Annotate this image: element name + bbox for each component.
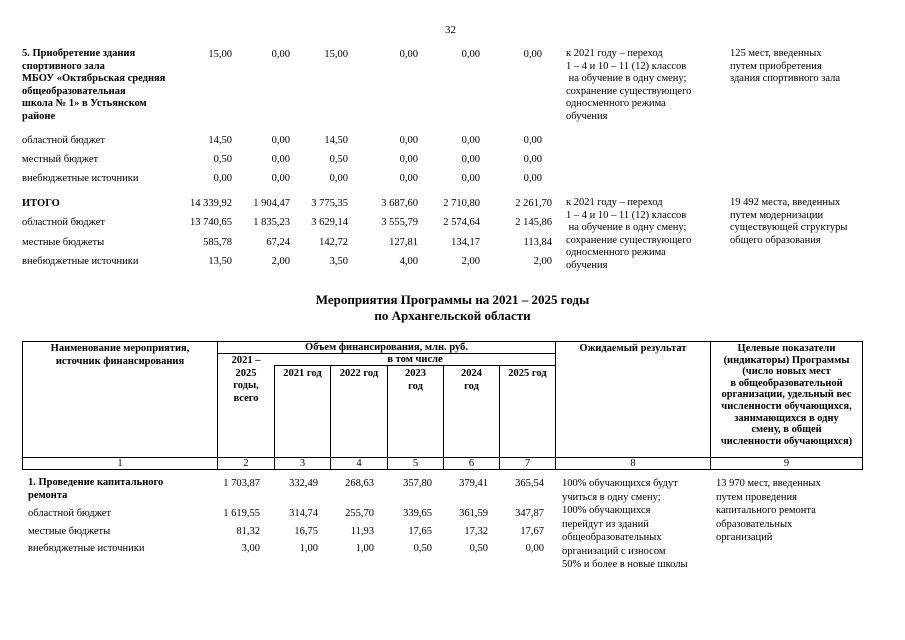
header-year-2022: 2022 год — [339, 368, 379, 379]
column-number: 7 — [524, 458, 531, 469]
heading-line: Мероприятия Программы на 2021 – 2025 годы — [315, 292, 590, 307]
item-5-title-line: 5. Приобретение здания — [22, 48, 136, 59]
table-rule — [499, 365, 500, 470]
item-5-result — [566, 48, 691, 123]
header-line: всего — [233, 392, 259, 404]
header-year-2025: 2025 год — [508, 368, 547, 379]
total-label: ИТОГО — [22, 198, 60, 209]
result-line: на обучение в одну смену; — [566, 73, 687, 84]
column-number: 1 — [117, 458, 123, 469]
value-cell: 0,00 — [461, 135, 480, 146]
item-1-target — [716, 477, 821, 545]
header-funding: Объем финансирования, млн. руб. — [305, 342, 468, 353]
target-line: 13 970 мест, введенных — [716, 478, 821, 489]
value-cell: 0,00 — [399, 135, 418, 146]
header-targets — [711, 343, 862, 447]
value-cell: 0,50 — [413, 543, 432, 554]
header-line: (индикаторы) Программы — [723, 354, 850, 366]
target-line: путем модернизации — [730, 209, 824, 221]
value-cell: 339,65 — [403, 508, 432, 519]
value-cell: 113,84 — [523, 237, 552, 248]
value-cell: 13 740,65 — [190, 217, 232, 228]
value-cell: 16,75 — [294, 526, 318, 537]
value-cell: 2 261,70 — [515, 198, 552, 209]
header-year-2024 — [444, 368, 499, 393]
value-cell: 268,63 — [345, 478, 374, 489]
value-cell: 14,50 — [208, 135, 232, 146]
table-rule — [862, 341, 863, 470]
header-line: организации, удельный вес — [721, 389, 852, 401]
value-cell: 14,50 — [324, 135, 348, 146]
table-rule — [274, 365, 275, 470]
value-cell: 3 687,60 — [381, 198, 418, 209]
row-label: областной бюджет — [22, 217, 105, 228]
value-cell: 585,78 — [203, 237, 232, 248]
value-cell: 0,00 — [271, 49, 290, 60]
target-line: путем приобретения — [730, 60, 822, 72]
header-line: в общеобразовательной — [730, 377, 843, 389]
header-line: 2025 — [235, 367, 257, 379]
value-cell: 1 835,23 — [253, 217, 290, 228]
header-result: Ожидаемый результат — [579, 343, 687, 354]
header-line: год — [408, 380, 423, 392]
item-1-result — [562, 477, 688, 572]
value-cell: 0,00 — [461, 154, 480, 165]
value-cell: 2,00 — [461, 256, 480, 267]
value-cell: 3 629,14 — [311, 217, 348, 228]
header-incl: в том числе — [387, 354, 443, 365]
value-cell: 0,00 — [399, 154, 418, 165]
header-line: 2023 — [405, 368, 426, 379]
header-line: численности обучающихся) — [720, 435, 853, 447]
value-cell: 81,32 — [236, 526, 260, 537]
item-5-title-line: общеобразовательная — [22, 85, 126, 97]
header-year-2021: 2021 год — [283, 368, 322, 379]
row-label: внебюджетные источники — [22, 173, 139, 184]
item-5-title-line: районе — [22, 110, 56, 122]
result-line: на обучение в одну смену; — [566, 222, 687, 233]
value-cell: 127,81 — [389, 237, 418, 248]
value-cell: 134,17 — [451, 237, 480, 248]
header-line: численности обучающихся, — [721, 400, 852, 412]
row-label: местный бюджет — [22, 154, 99, 165]
value-cell: 3 555,79 — [381, 217, 418, 228]
result-line: учиться в одну смену; — [562, 491, 661, 503]
value-cell: 15,00 — [208, 49, 232, 60]
section-heading — [0, 292, 905, 324]
value-cell: 0,00 — [271, 154, 290, 165]
value-cell: 11,93 — [350, 526, 374, 537]
value-cell: 4,00 — [399, 256, 418, 267]
result-line: обучения — [566, 110, 608, 122]
value-cell: 0,00 — [271, 135, 290, 146]
item-5-title-line: спортивного зала — [22, 60, 105, 72]
header-line: 2021 – — [231, 355, 261, 366]
row-label: областной бюджет — [22, 135, 105, 146]
value-cell: 0,00 — [523, 173, 542, 184]
item-1-title-line: 1. Проведение капитального — [28, 477, 164, 488]
value-cell: 0,00 — [399, 173, 418, 184]
value-cell: 0,00 — [523, 135, 542, 146]
value-cell: 0,00 — [399, 49, 418, 60]
result-line: 100% обучающихся будут — [562, 478, 678, 489]
value-cell: 0,00 — [329, 173, 348, 184]
column-number: 3 — [299, 458, 306, 469]
header-line: годы, — [233, 380, 259, 391]
value-cell: 17,67 — [520, 526, 544, 537]
value-cell: 1 619,55 — [223, 508, 260, 519]
value-cell: 67,24 — [266, 237, 290, 248]
header-year-2023 — [388, 368, 443, 393]
target-line: здания спортивного зала — [730, 73, 841, 84]
table-rule — [330, 365, 331, 470]
value-cell: 357,80 — [403, 478, 432, 489]
result-line: сохранение существующего — [566, 234, 692, 246]
result-line: перейдут из зданий — [562, 518, 649, 530]
item-5-title — [22, 48, 202, 123]
value-cell: 0,50 — [329, 154, 348, 165]
value-cell: 0,00 — [523, 49, 542, 60]
column-number: 2 — [243, 458, 249, 469]
target-line: организаций — [716, 532, 773, 543]
value-cell: 2,00 — [271, 256, 290, 267]
header-line: Целевые показатели — [737, 343, 836, 354]
header-line: (число новых мест — [742, 366, 831, 378]
header-line: 2024 — [461, 368, 482, 379]
value-cell: 3 775,35 — [311, 198, 348, 209]
value-cell: 14 339,92 — [190, 198, 232, 209]
value-cell: 13,50 — [208, 256, 232, 267]
item-1-title — [28, 477, 163, 502]
column-number: 5 — [412, 458, 419, 469]
row-label: внебюджетные источники — [22, 256, 139, 267]
header-line: год — [464, 380, 479, 392]
result-line: 50% и более в новые школы — [562, 559, 688, 570]
value-cell: 332,49 — [289, 478, 318, 489]
column-number: 6 — [468, 458, 475, 469]
value-cell: 1,00 — [355, 543, 374, 554]
item-5-target — [730, 48, 840, 86]
header-total — [218, 355, 274, 405]
value-cell: 0,00 — [271, 173, 290, 184]
value-cell: 15,00 — [324, 49, 348, 60]
target-line: капитального ремонта — [716, 505, 816, 516]
value-cell: 0,00 — [523, 154, 542, 165]
result-line: сохранение существующего — [566, 85, 692, 97]
page-number: 32 — [445, 24, 456, 36]
value-cell: 347,87 — [515, 508, 544, 519]
target-line: существующей структуры — [730, 222, 848, 233]
column-number: 4 — [356, 458, 362, 469]
header-name — [23, 343, 217, 368]
result-line: организаций с износом — [562, 545, 666, 557]
row-label: местные бюджеты — [22, 237, 105, 248]
value-cell: 2,00 — [533, 256, 552, 267]
value-cell: 2 574,64 — [443, 217, 480, 228]
value-cell: 0,00 — [461, 173, 480, 184]
value-cell: 255,70 — [345, 508, 374, 519]
target-line: образовательных — [716, 518, 793, 530]
value-cell: 0,50 — [213, 154, 232, 165]
result-line: к 2021 году – переход — [566, 197, 663, 208]
result-line: обучения — [566, 259, 608, 271]
table-rule — [555, 341, 556, 470]
value-cell: 314,74 — [289, 508, 318, 519]
result-line: 1 – 4 и 10 – 11 (12) классов — [566, 209, 687, 221]
header-line: источник финансирования — [55, 355, 185, 367]
header-line: Наименование мероприятия, — [50, 343, 190, 354]
target-line: общего образования — [730, 234, 821, 246]
value-cell: 365,54 — [515, 478, 544, 489]
result-line: 100% обучающихся — [562, 505, 651, 516]
item-5-title-line: школа № 1» в Устьянском — [22, 98, 147, 109]
header-line: смену, в общей — [751, 424, 822, 436]
total-result — [566, 197, 691, 272]
column-number: 8 — [630, 458, 636, 469]
value-cell: 3,00 — [241, 543, 260, 554]
heading-line: по Архангельской области — [374, 308, 531, 323]
value-cell: 0,50 — [469, 543, 488, 554]
total-target — [730, 197, 847, 247]
result-line: односменного режима — [566, 98, 666, 109]
result-line: общеобразовательных — [562, 532, 662, 543]
value-cell: 361,59 — [459, 508, 488, 519]
value-cell: 2 145,86 — [515, 217, 552, 228]
result-line: к 2021 году – переход — [566, 48, 663, 59]
value-cell: 142,72 — [319, 237, 348, 248]
row-label: областной бюджет — [28, 508, 111, 519]
header-line: занимающихся в одну — [734, 412, 839, 424]
value-cell: 379,41 — [459, 478, 488, 489]
target-line: путем проведения — [716, 491, 797, 503]
value-cell: 0,00 — [213, 173, 232, 184]
target-line: 19 492 места, введенных — [730, 197, 841, 208]
value-cell: 17,65 — [408, 526, 432, 537]
result-line: 1 – 4 и 10 – 11 (12) классов — [566, 60, 687, 72]
value-cell: 17,32 — [464, 526, 488, 537]
item-1-title-line: ремонта — [28, 489, 68, 501]
value-cell: 3,50 — [329, 256, 348, 267]
value-cell: 2 710,80 — [443, 198, 480, 209]
item-5-title-line: МБОУ «Октябрьская средняя — [22, 73, 166, 84]
row-label: местные бюджеты — [28, 526, 111, 537]
result-line: односменного режима — [566, 247, 666, 258]
row-label: внебюджетные источники — [28, 543, 145, 554]
value-cell: 1 904,47 — [253, 198, 290, 209]
column-number: 9 — [783, 458, 790, 469]
value-cell: 1,00 — [299, 543, 318, 554]
value-cell: 0,00 — [525, 543, 544, 554]
value-cell: 0,00 — [461, 49, 480, 60]
value-cell: 1 703,87 — [223, 478, 260, 489]
target-line: 125 мест, введенных — [730, 48, 822, 59]
